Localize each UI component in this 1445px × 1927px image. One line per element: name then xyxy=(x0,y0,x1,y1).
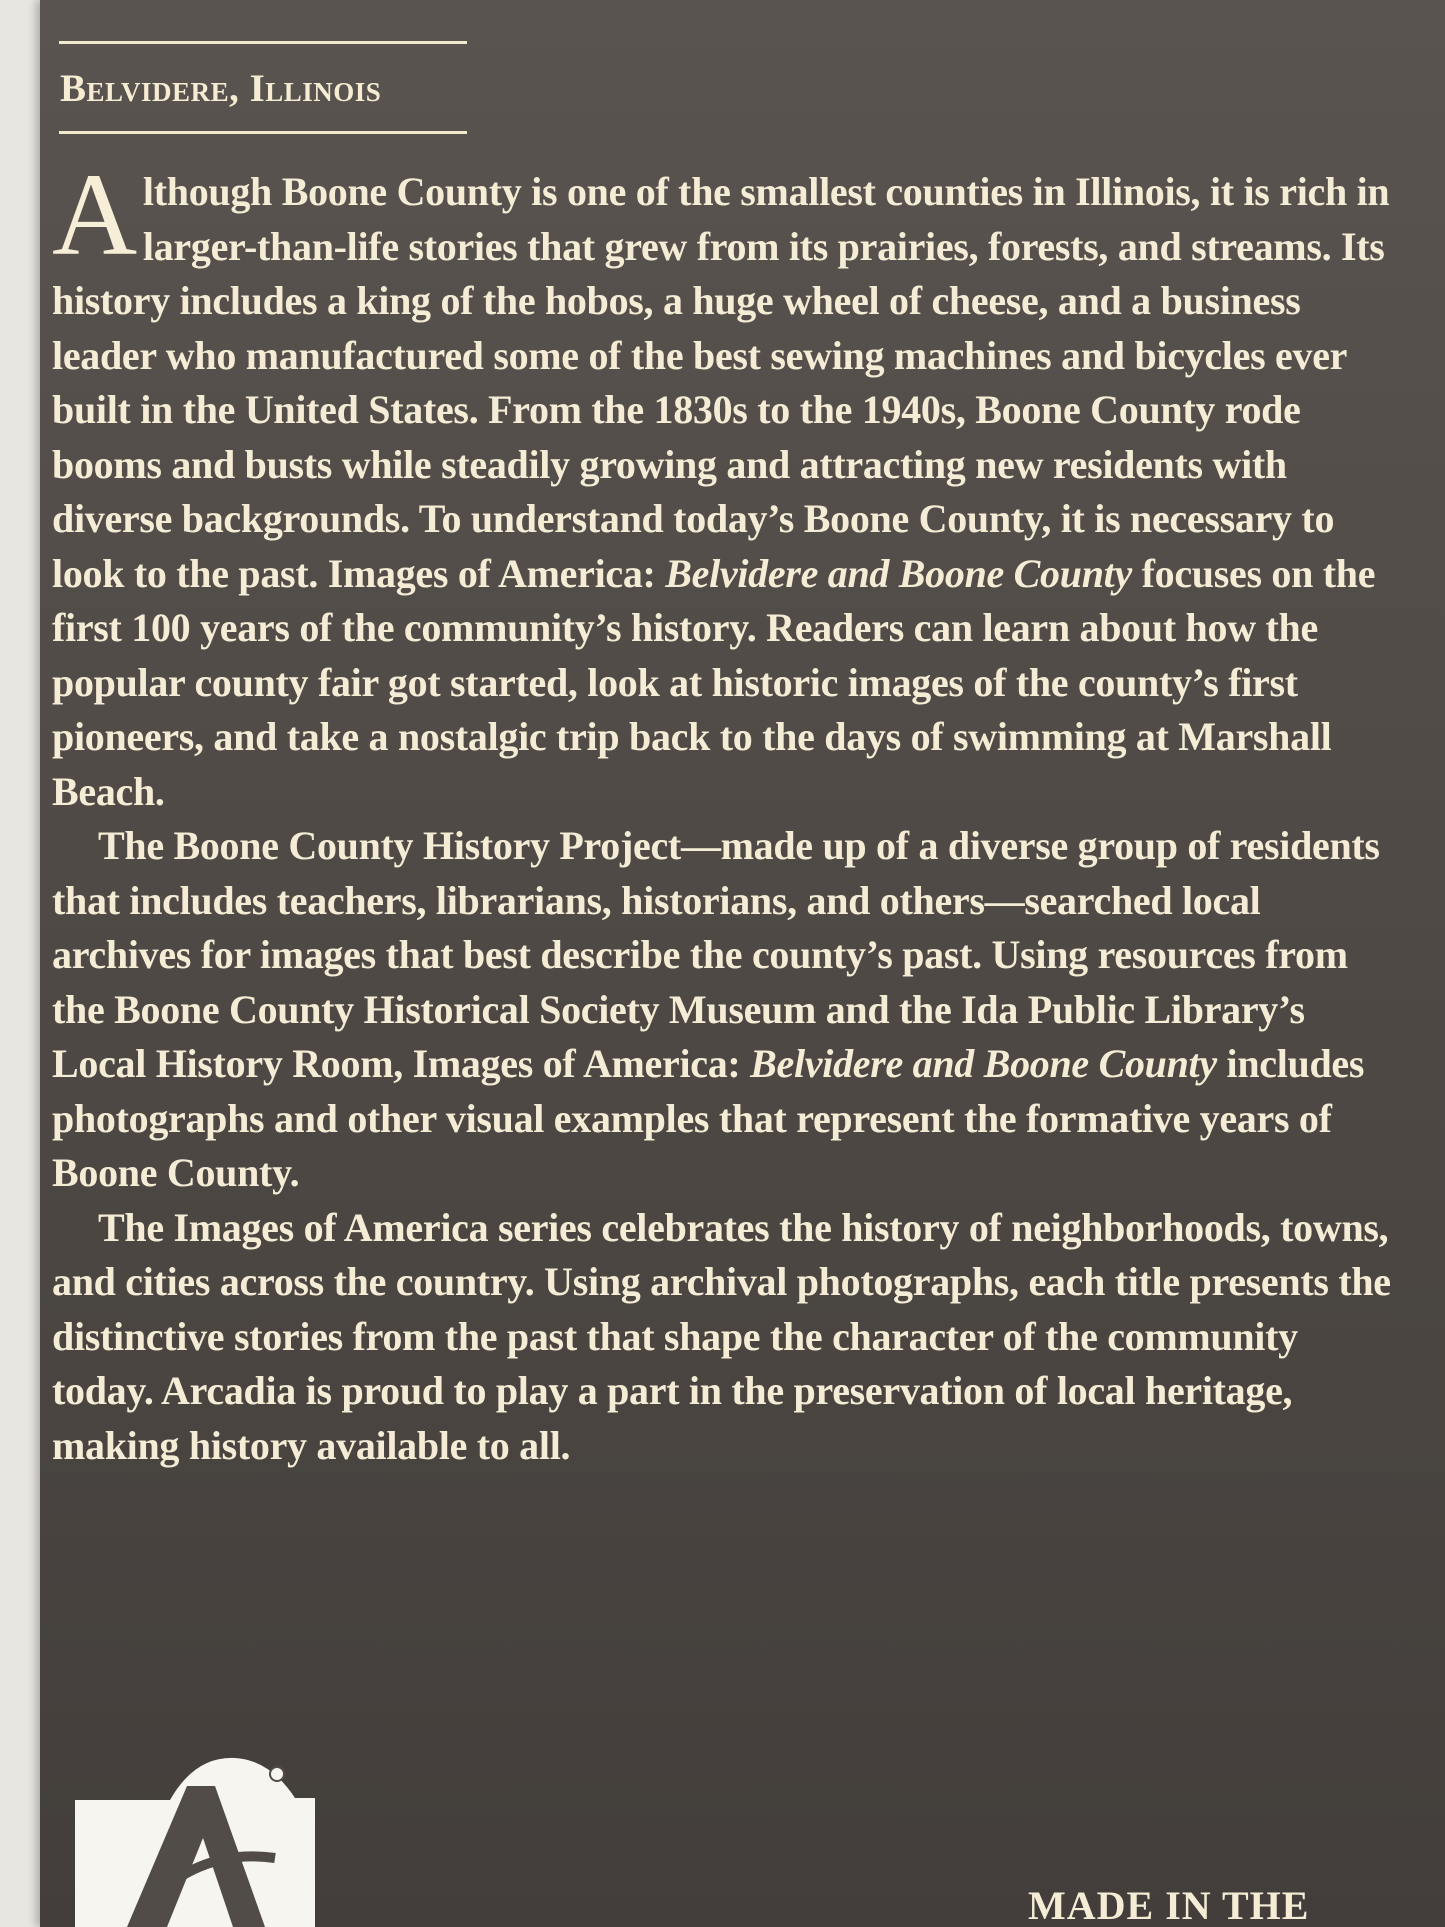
paragraph-2 xyxy=(52,819,1397,1201)
paragraph-1 xyxy=(52,149,1397,819)
drop-cap: A xyxy=(52,149,137,280)
paragraph-1-text-b: focuses on the first 100 years of the community’s history. Readers can learn about how the popular county fair got started, look at historic images of the county’s first pioneers, and take a nostalgic trip back to the days of swimming at Marshall Beach. xyxy=(52,550,1376,814)
paragraph-1-book-title: Belvidere and Boone County xyxy=(665,550,1132,596)
made-in-label: MADE IN THE xyxy=(1028,1883,1310,1927)
description-text xyxy=(52,149,1397,1473)
paragraph-2-book-title: Belvidere and Boone County xyxy=(750,1041,1217,1086)
paragraph-2-text-a: The Boone County History Project—made up of a diverse group of residents that includes teachers, librarians, historians, and others—searched local archives for images that best describe the county’s past. Using resources from the Boone County Historical Society Museum and the Ida Public Library’s Local History Room, Images of America: xyxy=(52,823,1380,1086)
paragraph-3: The Images of America series celebrates the history of neighborhoods, towns, and cities across the country. Using archival photographs, each title presents the distinctive stories from the past that shape the character of the community today. Arcadia is proud to play a part in the preservation of local heritage, making history available to all. xyxy=(52,1204,1391,1468)
paragraph-2-text-b: includes photographs and other visual examples that represent the formative years of Boone County. xyxy=(52,1041,1365,1195)
arcadia-logo xyxy=(75,1738,315,1927)
heading-top-rule xyxy=(59,41,467,44)
heading-bottom-rule xyxy=(59,131,467,134)
location-heading: Belvidere, Illinois xyxy=(60,67,382,110)
paragraph-1-text-a: lthough Boone County is one of the smallest counties in Illinois, it is rich in larger-than-life stories that grew from its prairies, forests, and streams. Its history includes a king of the hobos, a huge wheel of cheese, and a business leader who manufactured some of the best sewing machines and bicycles ever built in the United States. From the 1830s to the 1940s, Boone County rode booms and busts while steadily growing and attracting new residents with diverse backgrounds. To understand today’s Boone County, it is necessary to look to the past. Images of America: xyxy=(52,169,1390,596)
